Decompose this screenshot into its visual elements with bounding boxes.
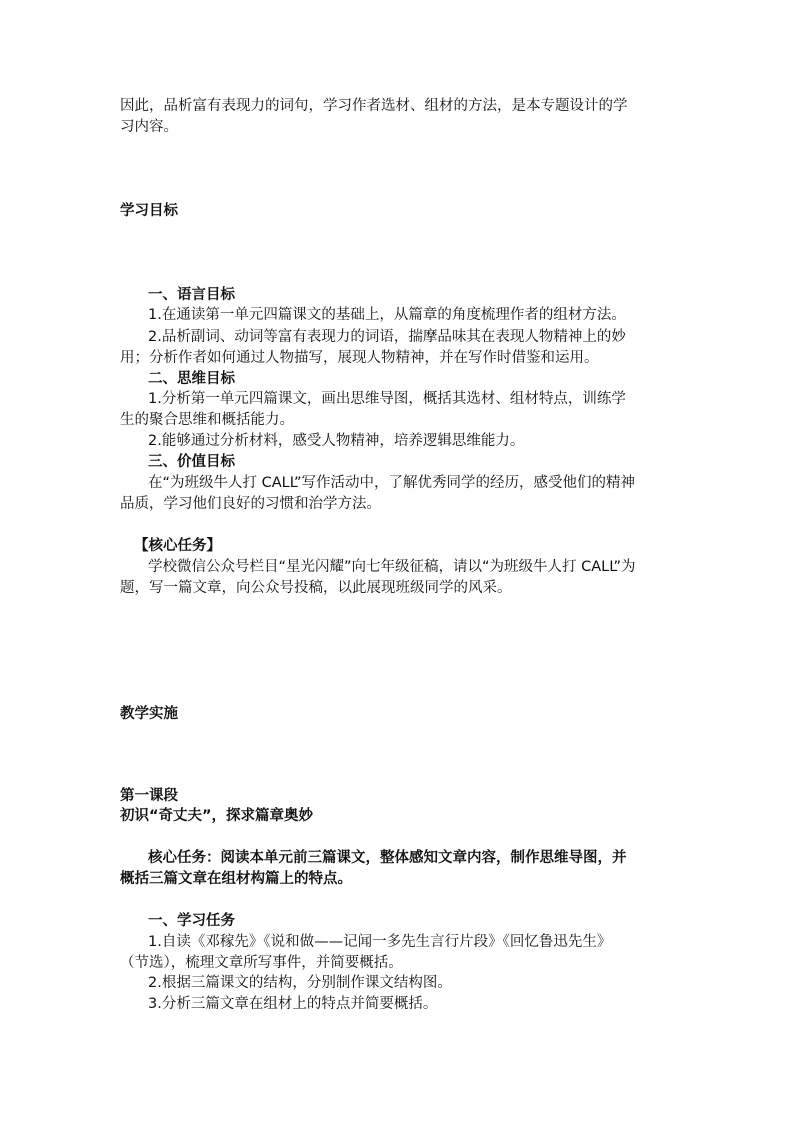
thinking-goals-title: 二、思维目标 <box>148 371 235 387</box>
value-goals-title: 三、价值目标 <box>148 454 235 470</box>
stage-subtitle: 初识“奇丈夫”，探求篇章奥妙 <box>120 808 314 824</box>
stage-core-task: 核心任务：阅读本单元前三篇课文，整体感知文章内容，制作思维导图，并 <box>148 850 627 866</box>
language-goal-item: 1.在通读第一单元四篇课文的基础上，从篇章的角度梳理作者的组材方法。 <box>148 307 626 323</box>
section-heading-implementation: 教学实施 <box>120 706 178 722</box>
thinking-goal-item: 2.能够通过分析材料，感受人物精神，培养逻辑思维能力。 <box>148 433 525 449</box>
intro-paragraph-line: 习内容。 <box>120 119 178 135</box>
core-task-text: 学校微信公众号栏目“星光闪耀”向七年级征稿，请以“为班级牛人打 CALL”为 <box>148 559 636 575</box>
core-task-text-continued: 题，写一篇文章，向公众号投稿，以此展现班级同学的风采。 <box>120 580 512 596</box>
language-goal-item: 2.品析副词、动词等富有表现力的词语，揣摩品味其在表现人物精神上的妙 <box>148 329 626 345</box>
language-goal-item-continued: 用；分析作者如何通过人物描写，展现人物精神，并在写作时借鉴和运用。 <box>120 350 599 366</box>
language-goals-title: 一、语言目标 <box>148 287 235 303</box>
learning-tasks-title: 一、学习任务 <box>148 913 235 929</box>
core-task-title: 【核心任务】 <box>134 538 221 554</box>
learning-task-item: 1.自读《邓稼先》《说和做——记闻一多先生言行片段》《回忆鲁迅先生》 <box>148 934 612 950</box>
learning-task-item-continued: （节选），梳理文章所写事件，并简要概括。 <box>120 955 403 971</box>
learning-task-item: 3.分析三篇文章在组材上的特点并简要概括。 <box>148 996 438 1012</box>
value-goal-item-continued: 品质，学习他们良好的习惯和治学方法。 <box>120 496 381 512</box>
intro-paragraph-line: 因此，品析富有表现力的词句，学习作者选材、组材的方法，是本专题设计的学 <box>120 98 628 114</box>
stage-title: 第一课段 <box>120 788 178 804</box>
stage-core-task-continued: 概括三篇文章在组材构篇上的特点。 <box>120 871 352 887</box>
section-heading-learning-goals: 学习目标 <box>120 203 178 219</box>
value-goal-item: 在“为班级牛人打 CALL”写作活动中，了解优秀同学的经历，感受他们的精神 <box>148 475 636 491</box>
thinking-goal-item-continued: 生的聚合思维和概括能力。 <box>120 412 294 428</box>
thinking-goal-item: 1.分析第一单元四篇课文，画出思维导图，概括其选材、组材特点，训练学 <box>148 391 626 407</box>
learning-task-item: 2.根据三篇课文的结构，分别制作课文结构图。 <box>148 975 452 991</box>
